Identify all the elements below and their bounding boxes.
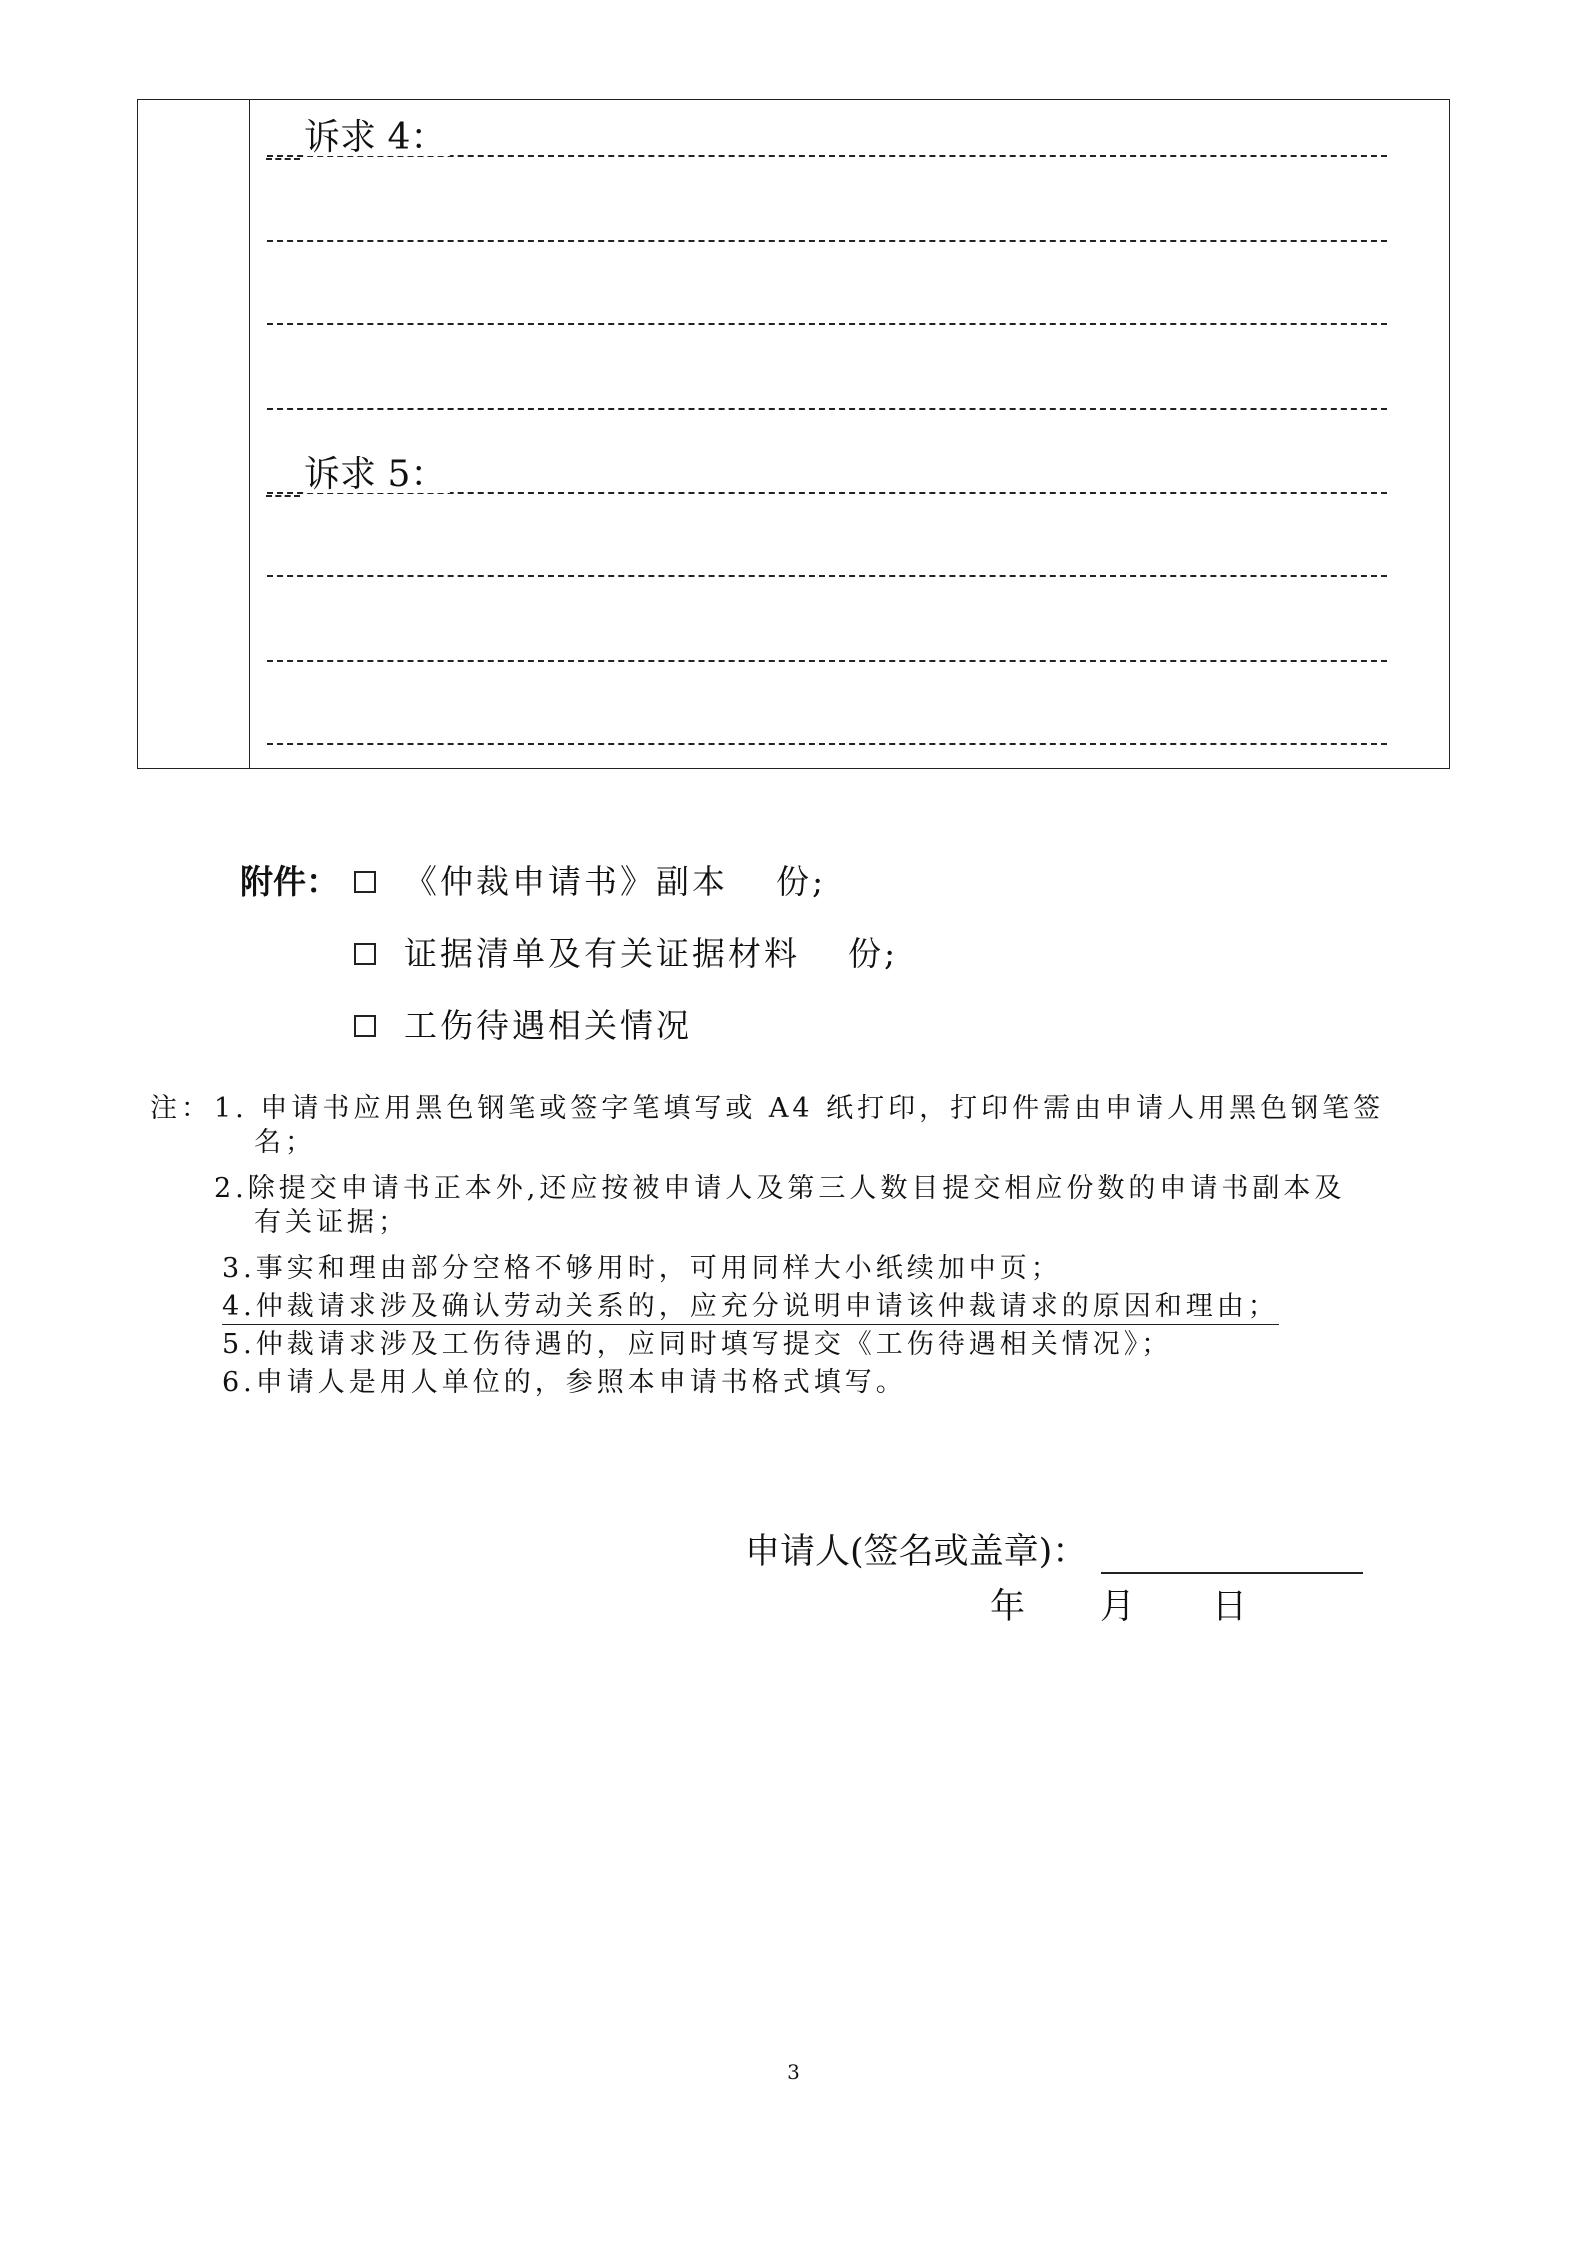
claim-4-line-3[interactable] xyxy=(267,323,1387,325)
date-day: 日 xyxy=(1212,1587,1248,1627)
attachment-3-text: 工伤待遇相关情况 xyxy=(404,1006,692,1045)
claim-4-label xyxy=(304,117,450,158)
attachment-1-copies: 份; xyxy=(776,862,827,901)
attachment-1-text: 《仲裁申请书》副本 xyxy=(404,862,728,901)
claims-table xyxy=(137,99,1450,769)
attachments-title: 附件： xyxy=(240,862,339,901)
note-4-line-1 xyxy=(222,1290,1279,1324)
claim-5-line-3[interactable] xyxy=(267,660,1387,662)
note-1-line-2: 名； xyxy=(254,1127,316,1158)
note-2-line-1: 2.除提交申请书正本外,还应按被申请人及第三人数目提交相应份数的申请书副本及 xyxy=(214,1173,1346,1204)
attachment-2-text: 证据清单及有关证据材料 xyxy=(404,934,800,973)
attachment-1-checkbox[interactable] xyxy=(354,871,376,893)
notes-prefix: 注： xyxy=(150,1093,212,1124)
claim-5-line-2[interactable] xyxy=(267,575,1387,577)
attachment-item-1 xyxy=(354,862,826,902)
claim-4-lead-dash xyxy=(266,158,300,160)
attachment-item-3 xyxy=(354,1006,692,1046)
signature-label: 申请人(签名或盖章)： xyxy=(745,1532,1088,1572)
attachment-item-2 xyxy=(354,934,898,974)
note-2-line-2: 有关证据； xyxy=(254,1207,409,1238)
page-number: 3 xyxy=(787,2060,800,2084)
claim-5-label xyxy=(304,454,450,495)
claim-5-label-text: 诉求 5： xyxy=(304,454,447,495)
claim-4-line-2[interactable] xyxy=(267,240,1387,242)
signature-row xyxy=(745,1530,1363,1574)
attachment-3-checkbox[interactable] xyxy=(354,1015,376,1037)
claim-5-lead-dash xyxy=(266,495,300,497)
date-month: 月 xyxy=(1100,1587,1136,1627)
table-left-column xyxy=(138,100,250,768)
attachment-2-checkbox[interactable] xyxy=(354,943,376,965)
note-1-line-1: 1. 申请书应用黑色钢笔或签字笔填写或 A4 纸打印，打印件需由申请人用黑色钢笔签 xyxy=(214,1093,1385,1124)
claim-5-line-4[interactable] xyxy=(267,743,1387,745)
date-year: 年 xyxy=(990,1587,1026,1627)
attachment-2-copies: 份; xyxy=(848,934,899,973)
note-3-line-1: 3.事实和理由部分空格不够用时，可用同样大小纸续加中页； xyxy=(222,1253,1062,1284)
note-5-line-1: 5.仲裁请求涉及工伤待遇的，应同时填写提交《工伤待遇相关情况》； xyxy=(222,1329,1173,1360)
note-6-line-1: 6.申请人是用人单位的，参照本申请书格式填写。 xyxy=(222,1367,907,1398)
note-4-underlined-text: 4.仲裁请求涉及确认劳动关系的，应充分说明申请该仲裁请求的原因和理由； xyxy=(222,1291,1279,1325)
signature-field[interactable] xyxy=(1101,1542,1363,1574)
claim-4-label-text: 诉求 4： xyxy=(304,117,447,158)
claim-4-line-4[interactable] xyxy=(267,408,1387,410)
